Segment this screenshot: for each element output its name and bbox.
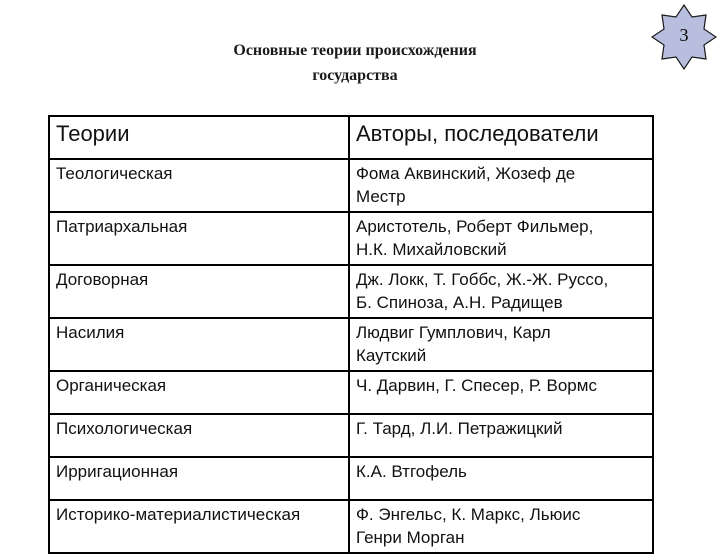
authors-line: Дж. Локк, Т. Гоббс, Ж.-Ж. Руссо, [356,270,609,289]
theory-cell: Органическая [49,371,349,414]
table-row [49,500,653,553]
slide-title [150,38,560,88]
theory-cell: Патриархальная [49,212,349,265]
theory-cell: Теологическая [49,159,349,212]
authors-line: Б. Спиноза, А.Н. Радищев [356,293,563,312]
authors-line: Аристотель, Роберт Фильмер, [356,217,594,236]
authors-line: Местр [356,187,406,206]
table-row [49,414,653,457]
authors-cell [349,265,653,318]
table-row [49,318,653,371]
authors-line: Ч. Дарвин, Г. Спесер, Р. Вормс [356,376,597,395]
page-number-badge [651,4,717,70]
authors-cell [349,371,653,414]
header-authors: Авторы, последователи [349,116,653,159]
authors-line: Генри Морган [356,528,465,547]
theory-cell: Психологическая [49,414,349,457]
theory-cell: Ирригационная [49,457,349,500]
authors-line: Н.К. Михайловский [356,240,507,259]
authors-line: Людвиг Гумплович, Карл [356,323,551,342]
page-number: 3 [679,24,689,45]
authors-cell [349,318,653,371]
slide-title-line-2: государства [312,67,398,84]
table-row [49,371,653,414]
authors-line: К.А. Втгофель [356,462,467,481]
authors-cell [349,212,653,265]
table-header-row [49,116,653,159]
theory-cell: Насилия [49,318,349,371]
theory-cell: Историко-материалистическая [49,500,349,553]
table-row [49,212,653,265]
authors-cell [349,414,653,457]
table-row [49,265,653,318]
authors-cell [349,159,653,212]
authors-line: Каутский [356,346,427,365]
authors-line: Г. Тард, Л.И. Петражицкий [356,419,563,438]
table-row [49,457,653,500]
theory-cell: Договорная [49,265,349,318]
theories-table [48,115,654,554]
authors-cell [349,457,653,500]
authors-line: Фома Аквинский, Жозеф де [356,164,576,183]
authors-cell [349,500,653,553]
header-theories: Теории [49,116,349,159]
table-row [49,159,653,212]
authors-line: Ф. Энгельс, К. Маркс, Льюис [356,505,581,524]
slide-title-line-1: Основные теории происхождения [233,42,477,59]
